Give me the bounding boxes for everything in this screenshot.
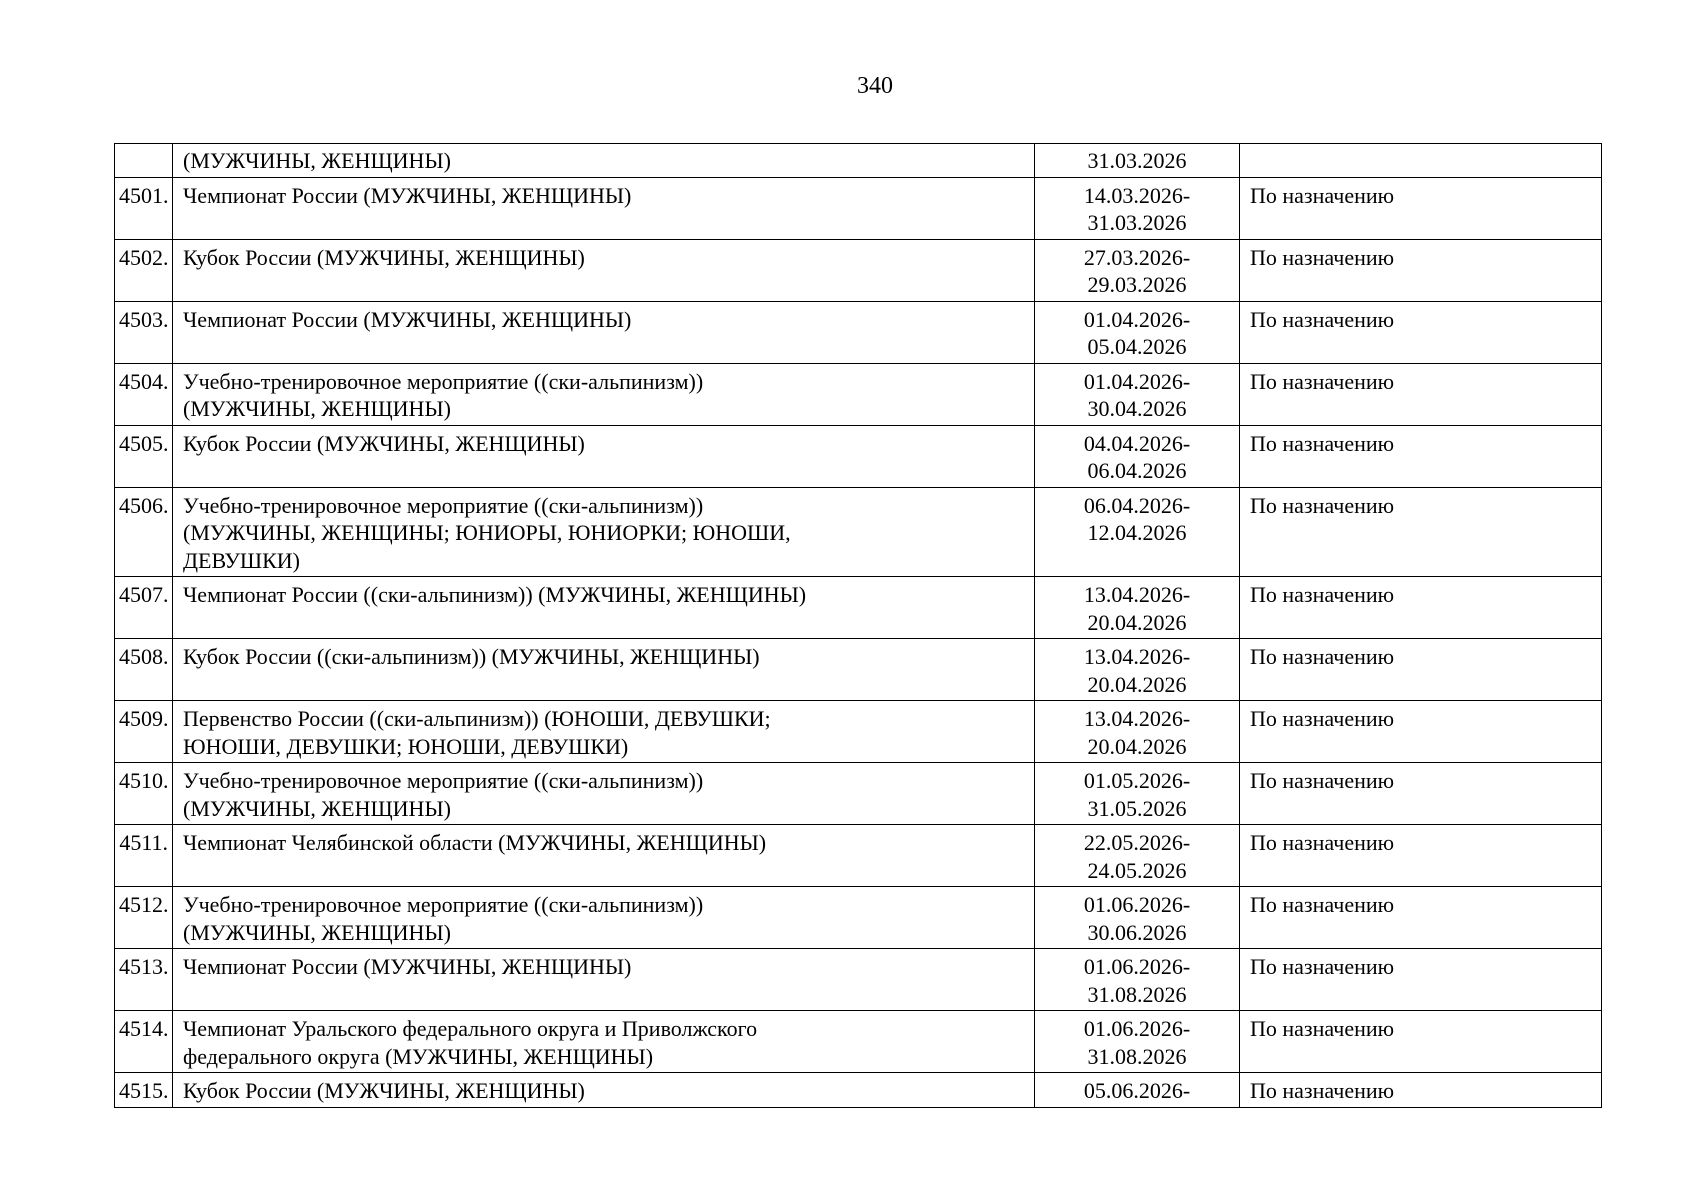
event-dates-cell — [1035, 301, 1240, 363]
event-date-line: 31.03.2026 — [1087, 148, 1187, 173]
event-name-line: (МУЖЧИНЫ, ЖЕНЩИНЫ) — [183, 396, 451, 421]
event-date-line: 20.04.2026 — [1087, 733, 1187, 759]
event-dates-cell — [1035, 1073, 1240, 1108]
row-number: 4502. — [119, 244, 169, 270]
row-number: 4501. — [119, 182, 169, 208]
event-dates-cell — [1035, 887, 1240, 949]
event-name-line: ЮНОШИ, ДЕВУШКИ; ЮНОШИ, ДЕВУШКИ) — [183, 733, 629, 759]
table-row — [115, 887, 1602, 949]
event-date-line: 06.04.2026- — [1083, 492, 1191, 518]
event-date-line: 01.05.2026- — [1083, 768, 1191, 793]
event-place: По назначению — [1250, 492, 1395, 518]
row-number-cell — [115, 239, 173, 301]
event-date-line: 12.04.2026 — [1087, 520, 1187, 545]
event-name-cell — [173, 363, 1035, 425]
event-date-line: 20.04.2026 — [1087, 609, 1187, 635]
table-row — [115, 301, 1602, 363]
event-place-cell — [1240, 763, 1602, 825]
event-name-line: Кубок России ((ски-альпинизм)) (МУЖЧИНЫ, ЖЕНЩИНЫ) — [183, 644, 760, 669]
event-place-cell — [1240, 701, 1602, 763]
row-number-cell — [115, 177, 173, 239]
row-number: 4508. — [119, 644, 169, 669]
event-dates-cell — [1035, 701, 1240, 763]
event-place: По назначению — [1250, 430, 1395, 456]
event-date-line: 31.05.2026 — [1087, 795, 1187, 821]
event-dates-cell — [1035, 144, 1240, 178]
event-dates-cell — [1035, 239, 1240, 301]
event-place: По назначению — [1250, 954, 1395, 979]
row-number-cell — [115, 763, 173, 825]
event-place: По назначению — [1250, 1016, 1395, 1041]
event-place-cell — [1240, 577, 1602, 639]
row-number: 4513. — [119, 954, 169, 979]
table-row — [115, 763, 1602, 825]
event-name-line: Чемпионат Челябинской области (МУЖЧИНЫ, ЖЕНЩИНЫ) — [183, 830, 767, 855]
event-name-line: Чемпионат России (МУЖЧИНЫ, ЖЕНЩИНЫ) — [183, 954, 632, 979]
event-name-cell — [173, 487, 1035, 577]
event-date-line: 04.04.2026- — [1083, 430, 1191, 456]
row-number-cell — [115, 577, 173, 639]
event-date-line: 30.04.2026 — [1087, 396, 1187, 421]
row-number: 4514. — [119, 1016, 169, 1041]
event-place: По назначению — [1250, 582, 1395, 607]
event-dates-cell — [1035, 949, 1240, 1011]
event-place-cell — [1240, 425, 1602, 487]
table-row — [115, 949, 1602, 1011]
event-dates-cell — [1035, 825, 1240, 887]
row-number: 4503. — [119, 306, 169, 332]
event-date-line: 13.04.2026- — [1083, 706, 1191, 731]
row-number: 4510. — [119, 768, 169, 793]
event-name-cell — [173, 949, 1035, 1011]
event-dates-cell — [1035, 177, 1240, 239]
event-name-cell — [173, 1011, 1035, 1073]
table-row — [115, 487, 1602, 577]
event-name-cell — [173, 887, 1035, 949]
row-number: 4507. — [119, 582, 169, 607]
event-place-cell — [1240, 301, 1602, 363]
row-number-cell — [115, 701, 173, 763]
event-place: По назначению — [1250, 644, 1395, 669]
event-name-cell — [173, 701, 1035, 763]
event-name-line: Учебно-тренировочное мероприятие ((ски-альпинизм)) — [183, 892, 704, 917]
event-name-cell — [173, 1073, 1035, 1108]
row-number-cell — [115, 301, 173, 363]
row-number-cell — [115, 825, 173, 887]
event-place: По назначению — [1250, 244, 1395, 270]
table-row — [115, 363, 1602, 425]
page-number: 340 — [857, 73, 893, 99]
event-name-line: Чемпионат России (МУЖЧИНЫ, ЖЕНЩИНЫ) — [183, 306, 632, 332]
event-name-line: (МУЖЧИНЫ, ЖЕНЩИНЫ; ЮНИОРЫ, ЮНИОРКИ; ЮНОШИ, — [183, 520, 791, 545]
row-number: 4506. — [119, 492, 169, 518]
event-dates-cell — [1035, 363, 1240, 425]
event-date-line: 31.08.2026 — [1087, 981, 1187, 1007]
row-number-cell — [115, 144, 173, 178]
table-row — [115, 701, 1602, 763]
event-name-line: Чемпионат Уральского федерального округа и Приволжского — [183, 1016, 758, 1041]
row-number-cell — [115, 363, 173, 425]
event-place-cell — [1240, 487, 1602, 577]
row-number-cell — [115, 487, 173, 577]
event-date-line: 30.06.2026 — [1087, 919, 1187, 945]
row-number: 4515. — [119, 1078, 169, 1103]
table-row — [115, 1073, 1602, 1108]
event-dates-cell — [1035, 577, 1240, 639]
table-row — [115, 577, 1602, 639]
event-date-line: 01.06.2026- — [1083, 892, 1191, 917]
event-date-line: 31.03.2026 — [1087, 210, 1187, 235]
row-number-cell — [115, 1073, 173, 1108]
event-date-line: 31.08.2026 — [1087, 1043, 1187, 1069]
event-name-cell — [173, 763, 1035, 825]
event-name-line: Чемпионат России ((ски-альпинизм)) (МУЖЧИНЫ, ЖЕНЩИНЫ) — [183, 582, 807, 607]
event-place: По назначению — [1250, 892, 1395, 917]
event-name-line: Кубок России (МУЖЧИНЫ, ЖЕНЩИНЫ) — [183, 244, 585, 270]
event-dates-cell — [1035, 763, 1240, 825]
event-place-cell — [1240, 825, 1602, 887]
event-date-line: 01.04.2026- — [1083, 368, 1191, 394]
table-row — [115, 239, 1602, 301]
event-place: По назначению — [1250, 306, 1395, 332]
row-number-cell — [115, 949, 173, 1011]
event-name-line: Учебно-тренировочное мероприятие ((ски-альпинизм)) — [183, 492, 704, 518]
event-date-line: 13.04.2026- — [1083, 582, 1191, 607]
event-place: По назначению — [1250, 768, 1395, 793]
event-place-cell — [1240, 177, 1602, 239]
event-name-line: федерального округа (МУЖЧИНЫ, ЖЕНЩИНЫ) — [183, 1043, 654, 1069]
event-date-line: 27.03.2026- — [1083, 244, 1191, 270]
row-number: 4512. — [119, 892, 169, 917]
events-table-body — [115, 144, 1602, 1108]
event-date-line: 01.06.2026- — [1083, 1016, 1191, 1041]
row-number: 4509. — [119, 706, 169, 731]
event-place-cell — [1240, 887, 1602, 949]
event-name-line: (МУЖЧИНЫ, ЖЕНЩИНЫ) — [183, 795, 451, 821]
event-place-cell — [1240, 144, 1602, 178]
event-date-line: 06.04.2026 — [1087, 458, 1187, 483]
event-dates-cell — [1035, 639, 1240, 701]
event-name-line: Кубок России (МУЖЧИНЫ, ЖЕНЩИНЫ) — [183, 1078, 585, 1103]
event-name-line: (МУЖЧИНЫ, ЖЕНЩИНЫ) — [183, 148, 451, 173]
event-place-cell — [1240, 639, 1602, 701]
event-name-line: Первенство России ((ски-альпинизм)) (ЮНОШИ, ДЕВУШКИ; — [183, 706, 771, 731]
row-number-cell — [115, 425, 173, 487]
table-row — [115, 144, 1602, 178]
row-number: 4511. — [119, 830, 168, 855]
row-number-cell — [115, 1011, 173, 1073]
event-name-cell — [173, 577, 1035, 639]
event-place: По назначению — [1250, 368, 1395, 394]
event-name-line: Кубок России (МУЖЧИНЫ, ЖЕНЩИНЫ) — [183, 430, 585, 456]
event-place: По назначению — [1250, 706, 1395, 731]
event-place-cell — [1240, 239, 1602, 301]
event-name-cell — [173, 301, 1035, 363]
table-row — [115, 1011, 1602, 1073]
event-date-line: 29.03.2026 — [1087, 272, 1187, 297]
events-table — [114, 143, 1602, 1108]
event-name-cell — [173, 825, 1035, 887]
row-number: 4505. — [119, 430, 169, 456]
event-place: По назначению — [1250, 1078, 1395, 1103]
event-place-cell — [1240, 1011, 1602, 1073]
table-row — [115, 639, 1602, 701]
event-name-cell — [173, 639, 1035, 701]
event-dates-cell — [1035, 425, 1240, 487]
event-date-line: 01.04.2026- — [1083, 306, 1191, 332]
event-name-cell — [173, 177, 1035, 239]
event-name-cell — [173, 239, 1035, 301]
event-dates-cell — [1035, 1011, 1240, 1073]
table-row — [115, 425, 1602, 487]
table-row — [115, 177, 1602, 239]
event-name-line: Учебно-тренировочное мероприятие ((ски-альпинизм)) — [183, 368, 704, 394]
row-number-cell — [115, 887, 173, 949]
event-name-line: (МУЖЧИНЫ, ЖЕНЩИНЫ) — [183, 919, 451, 945]
table-row — [115, 825, 1602, 887]
event-place: По назначению — [1250, 182, 1395, 208]
event-date-line: 14.03.2026- — [1083, 182, 1191, 208]
event-name-line: Чемпионат России (МУЖЧИНЫ, ЖЕНЩИНЫ) — [183, 182, 632, 208]
event-date-line: 05.06.2026- — [1083, 1078, 1191, 1103]
event-name-cell — [173, 144, 1035, 178]
event-date-line: 24.05.2026 — [1087, 857, 1187, 883]
event-place-cell — [1240, 1073, 1602, 1108]
event-name-cell — [173, 425, 1035, 487]
event-date-line: 20.04.2026 — [1087, 671, 1187, 697]
event-dates-cell — [1035, 487, 1240, 577]
event-place-cell — [1240, 949, 1602, 1011]
event-date-line: 13.04.2026- — [1083, 644, 1191, 669]
row-number-cell — [115, 639, 173, 701]
row-number: 4504. — [119, 368, 169, 394]
event-date-line: 01.06.2026- — [1083, 954, 1191, 979]
event-name-line: Учебно-тренировочное мероприятие ((ски-альпинизм)) — [183, 768, 704, 793]
event-place-cell — [1240, 363, 1602, 425]
event-name-line: ДЕВУШКИ) — [183, 547, 300, 573]
event-place: По назначению — [1250, 830, 1395, 855]
event-date-line: 05.04.2026 — [1087, 334, 1187, 359]
event-date-line: 22.05.2026- — [1083, 830, 1191, 855]
